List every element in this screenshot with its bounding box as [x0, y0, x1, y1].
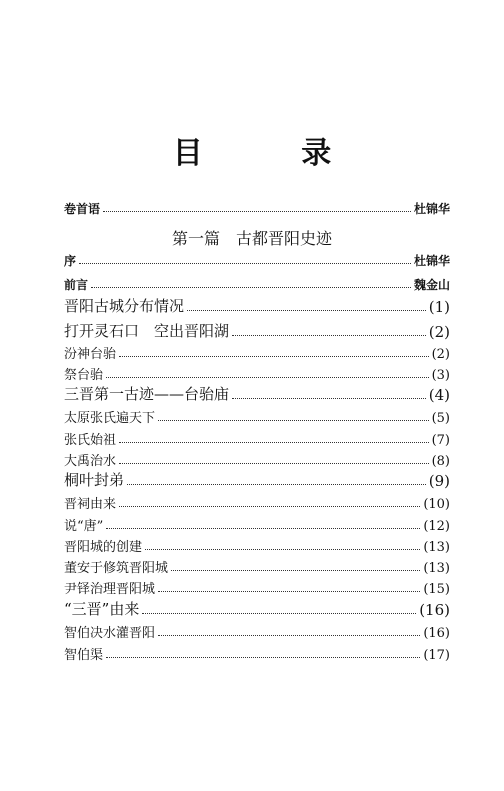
toc-entry-label: 尹铎治理晋阳城 — [64, 582, 156, 597]
leader-dots — [106, 527, 420, 529]
toc-entry-label: 三晋第一古迹——台骀庙 — [64, 385, 230, 403]
toc-entry-label: 前言 — [64, 278, 89, 292]
toc-entry-label: 晋阳古城分布情况 — [64, 297, 185, 315]
toc-entry — [64, 295, 450, 316]
toc-entry-page: (13) — [423, 540, 450, 555]
toc-entry-page: (4) — [428, 386, 450, 404]
leader-dots — [171, 569, 420, 571]
toc-entry — [64, 276, 450, 293]
toc-entry-label: 智伯渠 — [64, 648, 104, 663]
leader-dots — [158, 590, 420, 592]
toc-entry-label: “三晋”由来 — [64, 600, 140, 618]
toc-entry-page: (16) — [419, 601, 450, 619]
leader-dots — [158, 634, 420, 636]
toc-entry-page: (3) — [431, 368, 450, 383]
toc-entry-label: 说“唐” — [64, 519, 104, 534]
leader-dots — [232, 397, 426, 399]
toc-entry — [64, 493, 450, 512]
toc-entry-label: 太原张氏遍天下 — [64, 411, 156, 426]
toc-entry — [64, 622, 450, 641]
leader-dots — [119, 441, 429, 443]
toc-entry — [64, 364, 450, 383]
toc-entry — [64, 383, 450, 404]
toc-entry-label: 晋阳城的创建 — [64, 540, 143, 555]
toc-entry — [64, 598, 450, 619]
toc-entry-page: (8) — [431, 454, 450, 469]
toc-entry-label: 祭台骀 — [64, 368, 104, 383]
toc-entry-page: (16) — [423, 626, 450, 641]
toc-entry-page: (2) — [428, 323, 450, 341]
toc-entry-author: 魏金山 — [413, 278, 450, 292]
toc-entry — [64, 252, 450, 269]
toc-entry — [64, 644, 450, 663]
toc-entry — [64, 469, 450, 490]
toc-entry-label: 汾神台骀 — [64, 347, 117, 362]
toc-entry — [64, 536, 450, 555]
toc-entry-author: 杜锦华 — [413, 202, 450, 216]
toc-entry-author: 杜锦华 — [413, 254, 450, 268]
toc-entry — [64, 557, 450, 576]
leader-dots — [79, 262, 411, 264]
toc-entry-page: (10) — [423, 497, 450, 512]
toc-entry — [64, 343, 450, 362]
toc-entry-label: 张氏始祖 — [64, 433, 117, 448]
leader-dots — [119, 355, 429, 357]
toc-entry-page: (13) — [423, 561, 450, 576]
toc-entry — [64, 320, 450, 341]
leader-dots — [103, 210, 411, 212]
leader-dots — [127, 483, 426, 485]
leader-dots — [232, 334, 426, 336]
toc-entry-label: 序 — [64, 254, 77, 268]
toc-entry-page: (9) — [428, 472, 450, 490]
toc-entry-label: 打开灵石口 空出晋阳湖 — [64, 322, 230, 340]
leader-dots — [106, 656, 420, 658]
toc-entry-foreword — [64, 200, 450, 217]
leader-dots — [106, 376, 429, 378]
leader-dots — [119, 505, 420, 507]
section-heading: 第一篇 古都晋阳史迹 — [171, 229, 332, 248]
toc-entry-page: (15) — [423, 582, 450, 597]
toc-entry — [64, 429, 450, 448]
toc-entry-label: 桐叶封弟 — [64, 471, 125, 489]
leader-dots — [142, 612, 416, 614]
toc-entry — [64, 450, 450, 469]
toc-entry-label: 董安于修筑晋阳城 — [64, 561, 169, 576]
leader-dots — [91, 286, 411, 288]
leader-dots — [158, 419, 429, 421]
leader-dots — [145, 548, 420, 550]
leader-dots — [119, 462, 429, 464]
toc-entry-page: (1) — [428, 298, 450, 316]
toc-entry-label: 卷首语 — [64, 202, 101, 216]
toc-entry-label: 智伯决水灌晋阳 — [64, 626, 156, 641]
toc-entry-page: (12) — [423, 519, 450, 534]
toc-entry-page: (2) — [431, 347, 450, 362]
toc-entry — [64, 578, 450, 597]
toc-entry — [64, 515, 450, 534]
toc-entry-page: (5) — [431, 411, 450, 426]
toc-entry-label: 晋祠由来 — [64, 497, 117, 512]
toc-entry — [64, 407, 450, 426]
toc-entry-label: 大禹治水 — [64, 454, 117, 469]
leader-dots — [187, 309, 426, 311]
toc-entry-page: (17) — [423, 648, 450, 663]
page-title: 目 录 — [172, 136, 376, 171]
toc-entry-page: (7) — [431, 433, 450, 448]
